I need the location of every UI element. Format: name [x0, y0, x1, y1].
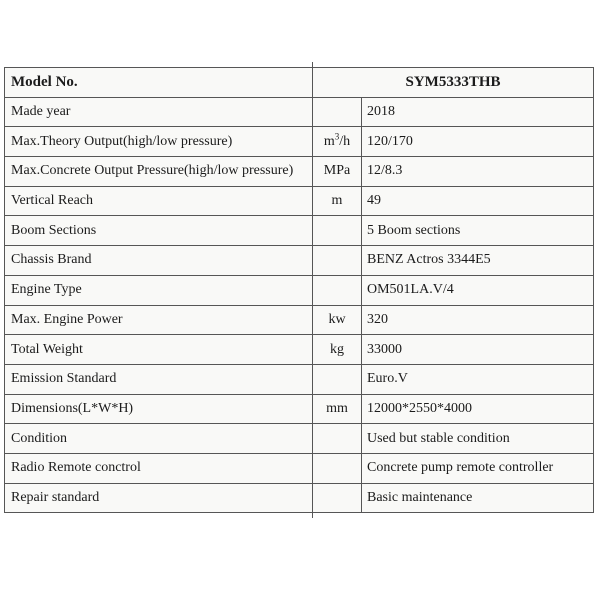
spec-label: Max.Theory Output(high/low pressure) [5, 127, 313, 157]
unit-text: MPa [323, 163, 351, 179]
spec-label: Total Weight [5, 335, 313, 365]
spec-unit [313, 453, 362, 483]
header-model-label: Model No. [5, 68, 313, 98]
spec-label: Dimensions(L*W*H) [5, 394, 313, 424]
table-row [5, 97, 594, 127]
spec-table-wrap [4, 67, 593, 513]
spec-value: 120/170 [362, 127, 594, 157]
spec-value: Concrete pump remote controller [362, 453, 594, 483]
spec-unit [313, 275, 362, 305]
spec-label: Radio Remote conctrol [5, 453, 313, 483]
unit-text: mm [326, 400, 348, 416]
spec-label: Boom Sections [5, 216, 313, 246]
table-row [5, 186, 594, 216]
table-row [5, 275, 594, 305]
spec-unit [313, 157, 362, 187]
spec-value: BENZ Actros 3344E5 [362, 246, 594, 276]
spec-value: OM501LA.V/4 [362, 275, 594, 305]
spec-value: Used but stable condition [362, 424, 594, 454]
table-row [5, 483, 594, 513]
spec-label: Made year [5, 97, 313, 127]
spec-value: 33000 [362, 335, 594, 365]
unit-text: m [331, 193, 343, 209]
spec-unit [313, 483, 362, 513]
table-row [5, 394, 594, 424]
spec-value: 12/8.3 [362, 157, 594, 187]
spec-unit [313, 305, 362, 335]
spec-unit [313, 127, 362, 157]
unit-text: kw [328, 311, 346, 327]
table-row [5, 216, 594, 246]
divider-overshoot-top [312, 62, 313, 67]
spec-value: 12000*2550*4000 [362, 394, 594, 424]
header-model-value: SYM5333THB [313, 68, 594, 98]
spec-value: Euro.V [362, 364, 594, 394]
spec-unit [313, 364, 362, 394]
unit-superscript: 3 [334, 131, 340, 142]
spec-label: Emission Standard [5, 364, 313, 394]
table-row [5, 364, 594, 394]
spec-label: Max.Concrete Output Pressure(high/low pressure) [5, 157, 313, 187]
unit-text-rest: /h [339, 133, 351, 149]
spec-value: 320 [362, 305, 594, 335]
table-row [5, 335, 594, 365]
table-row [5, 127, 594, 157]
spec-table [4, 67, 594, 513]
table-row [5, 157, 594, 187]
spec-value: Basic maintenance [362, 483, 594, 513]
spec-unit [313, 97, 362, 127]
spec-unit [313, 424, 362, 454]
spec-value: 2018 [362, 97, 594, 127]
spec-unit [313, 186, 362, 216]
spec-value: 5 Boom sections [362, 216, 594, 246]
spec-unit [313, 335, 362, 365]
spec-label: Engine Type [5, 275, 313, 305]
spec-unit [313, 246, 362, 276]
spec-label: Condition [5, 424, 313, 454]
unit-text: m [323, 133, 335, 149]
divider-overshoot-bottom [312, 513, 313, 518]
spec-value: 49 [362, 186, 594, 216]
table-row [5, 305, 594, 335]
spec-label: Chassis Brand [5, 246, 313, 276]
spec-unit [313, 394, 362, 424]
table-header-row [5, 68, 594, 98]
table-row [5, 424, 594, 454]
table-row [5, 246, 594, 276]
spec-unit [313, 216, 362, 246]
spec-label: Vertical Reach [5, 186, 313, 216]
spec-label: Max. Engine Power [5, 305, 313, 335]
table-row [5, 453, 594, 483]
unit-text: kg [330, 341, 344, 357]
spec-label: Repair standard [5, 483, 313, 513]
